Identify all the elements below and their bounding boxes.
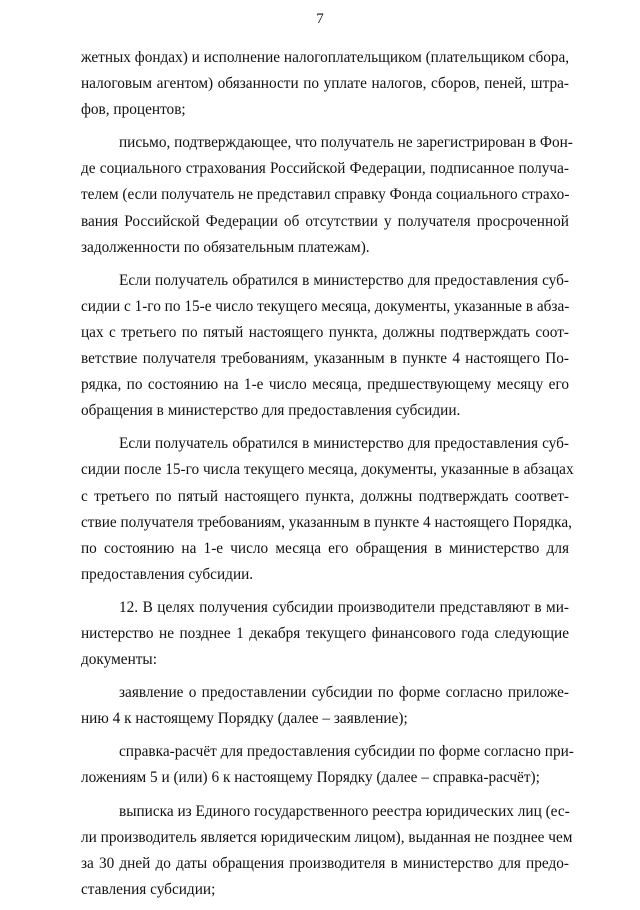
text-line: Если получатель обратился в министерство для предоставления суб-	[119, 271, 569, 289]
text-line: документы:	[81, 651, 157, 669]
text-line: по состоянию на 1-е число месяца его обращения в министерство для	[81, 539, 569, 557]
text-line: ложениям 5 и (или) 6 к настоящему Порядку (далее – справка-расчёт);	[81, 769, 540, 787]
text-line: письмо, подтверждающее, что получатель не зарегистрирован в Фон-	[119, 134, 573, 152]
paragraph-budget-funds	[81, 45, 569, 123]
text-line: нию 4 к настоящему Порядку (далее – заявление);	[81, 710, 408, 728]
text-line: заявление о предоставлении субсидии по форме согласно приложе-	[119, 684, 569, 702]
paragraph-first-half-month	[81, 268, 569, 425]
text-line: предоставления субсидии.	[81, 565, 254, 583]
page-number: 7	[316, 11, 324, 27]
text-line: ставления субсидии;	[81, 880, 216, 898]
text-line: за 30 дней до даты обращения производителя в министерство для предо-	[81, 854, 569, 872]
text-line: телем (если получатель не представил справку Фонда социального страхо-	[81, 186, 570, 204]
text-line: с третьего по пятый настоящего пункта, должны подтверждать соответ-	[81, 487, 569, 505]
text-line: ствие получателя требованиям, указанным в пункте 4 настоящего Порядка,	[81, 513, 573, 531]
text-line: Если получатель обратился в министерство для предоставления суб-	[119, 435, 569, 453]
paragraph-second-half-month	[81, 431, 574, 588]
text-line: налоговым агентом) обязанности по уплате налогов, сборов, пеней, штра-	[81, 75, 569, 93]
paragraph-application	[81, 680, 569, 732]
text-line: нистерство не позднее 1 декабря текущего финансового года следующие	[81, 624, 569, 642]
text-line: выписка из Единого государственного реестра юридических лиц (ес-	[119, 802, 570, 820]
text-line: рядка, по состоянию на 1-е число месяца, предшествующему месяцу его	[81, 376, 569, 394]
text-line: 12. В целях получения субсидии производители представляют в ми-	[119, 598, 569, 616]
document-body	[81, 45, 574, 910]
text-line: вания Российской Федерации об отсутствии у получателя просроченной	[81, 212, 569, 230]
text-line: де социального страхования Российской Федерации, подписанное получа-	[81, 160, 569, 178]
text-line: сидии с 1-го по 15-е число текущего месяца, документы, указанные в абза-	[81, 297, 570, 315]
paragraph-social-insurance-letter	[81, 130, 573, 260]
text-line: фов, процентов;	[81, 101, 186, 119]
text-line: цах с третьего по пятый настоящего пункта, должны подтверждать соот-	[81, 323, 569, 341]
text-line: задолженности по обязательным платежам).	[81, 238, 370, 256]
text-line: обращения в министерство для предоставления субсидии.	[81, 402, 461, 420]
paragraph-clause-12	[81, 595, 569, 673]
text-line: жетных фондах) и исполнение налогоплательщиком (плательщиком сбора,	[81, 49, 570, 66]
paragraph-calculation-certificate	[81, 739, 574, 791]
text-line: сидии после 15-го числа текущего месяца, документы, указанные в абзацах	[81, 461, 574, 479]
text-line: справка-расчёт для предоставления субсидии по форме согласно при-	[119, 743, 574, 761]
text-line: ветствие получателя требованиям, указанным в пункте 4 настоящего По-	[81, 350, 569, 368]
text-line: ли производитель является юридическим лицом), выданная не позднее чем	[81, 828, 573, 846]
paragraph-registry-extract	[81, 799, 573, 903]
